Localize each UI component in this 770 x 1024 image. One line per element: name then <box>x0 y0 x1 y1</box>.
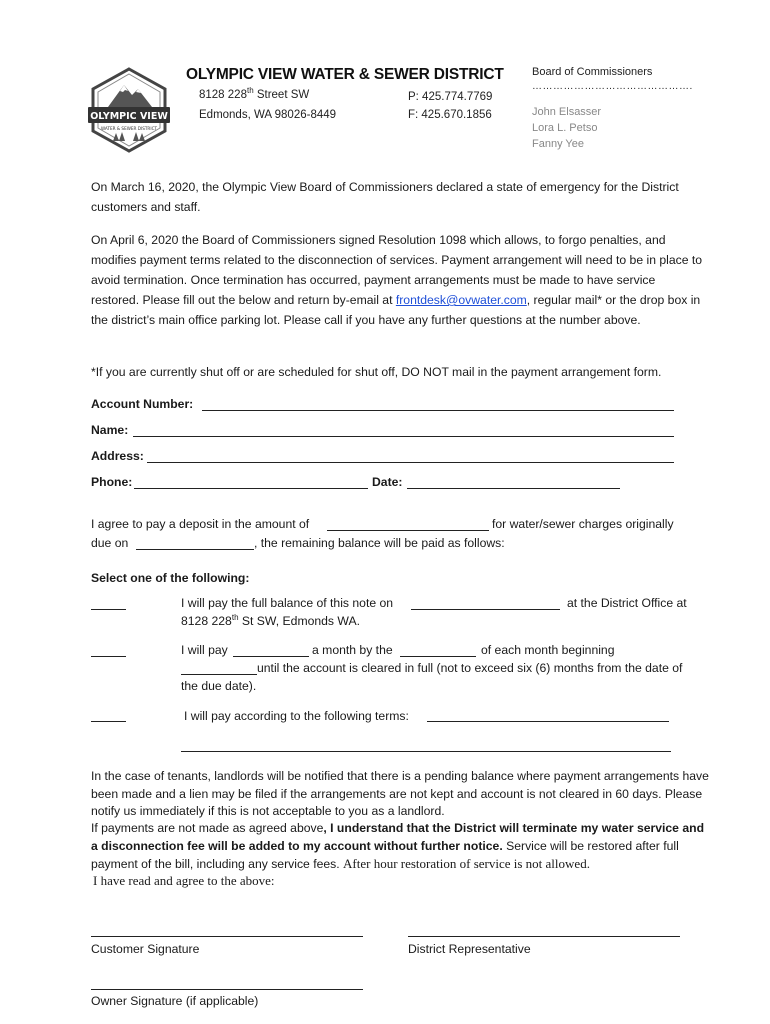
date-label: Date: <box>372 475 403 489</box>
phone-field[interactable] <box>134 488 368 489</box>
deposit-text-3: due on <box>91 536 129 550</box>
option-1-text: I will pay the full balance of this note on <box>181 596 394 610</box>
emergency-paragraph: On March 16, 2020, the Olympic View Board of Commissioners declared a state of emergency for the District customers and staff. <box>91 180 679 214</box>
district-logo <box>86 67 172 153</box>
option-3-text: I will pay according to the following terms: <box>184 709 409 723</box>
option-2-day-field[interactable] <box>400 656 476 657</box>
option-2-start-field[interactable] <box>181 674 257 675</box>
option-1-checkline[interactable] <box>91 609 126 610</box>
option-3-terms-field-2[interactable] <box>181 751 671 752</box>
option-2-text-e: the due date). <box>181 679 257 693</box>
name-label: Name: <box>91 423 129 437</box>
option-2-checkline[interactable] <box>91 656 126 657</box>
deposit-text-2: for water/sewer charges originally <box>492 517 674 531</box>
phone-number: P: 425.774.7769 <box>408 91 493 103</box>
account-number-label: Account Number: <box>91 397 194 411</box>
option-2-text-d: until the account is cleared in full (not to exceed six (6) months from the date of <box>257 661 683 675</box>
svg-text:WATER & SEWER DISTRICT: WATER & SEWER DISTRICT <box>100 126 158 131</box>
name-field[interactable] <box>133 436 674 437</box>
fax-number: F: 425.670.1856 <box>408 109 492 121</box>
account-number-field[interactable] <box>202 410 674 411</box>
tenant-notice: In the case of tenants, landlords will be notified that there is a pending balance where payment arrangements have been made and a lien may be filed if the arrangements are not kept and account is not cleared in 60 days. Please notify us immediately if this is not acceptable to you as a landlord. <box>91 769 709 818</box>
deposit-text-1: I agree to pay a deposit in the amount of <box>91 517 310 531</box>
commissioner-name: Lora L. Petso <box>532 122 598 134</box>
customer-signature-label: Customer Signature <box>91 942 200 956</box>
option-2-text-a: I will pay <box>181 643 228 657</box>
shutoff-notice: *If you are currently shut off or are scheduled for shut off, DO NOT mail in the payment arrangement form. <box>91 365 662 379</box>
option-1-address: 8128 228th St SW, Edmonds WA. <box>181 612 360 628</box>
date-field[interactable] <box>407 488 620 489</box>
option-1-location: at the District Office at <box>567 596 687 610</box>
board-divider: ………………………………………. <box>532 81 693 92</box>
deposit-text-4: , the remaining balance will be paid as follows: <box>254 536 505 550</box>
termination-notice: If payments are not made as agreed above, I understand that the District will terminate my water service and a disconnection fee will be added to my account without further notice. Service will be restored after full payment of the bill, including any service fees. After hour restoration of service is not allowed. <box>91 821 705 871</box>
option-3-checkline[interactable] <box>91 721 126 722</box>
city-address: Edmonds, WA 98026-8449 <box>199 109 337 121</box>
due-date-field[interactable] <box>136 549 254 550</box>
district-representative-label: District Representative <box>408 942 531 956</box>
option-2-amount-field[interactable] <box>233 656 309 657</box>
option-1-date-field[interactable] <box>411 609 560 610</box>
email-link[interactable]: frontdesk@ovwater.com <box>395 293 527 307</box>
address-label: Address: <box>91 449 144 463</box>
option-2-text-b: a month by the <box>312 643 393 657</box>
district-representative-line[interactable] <box>408 936 680 937</box>
select-option-label: Select one of the following: <box>91 571 250 585</box>
svg-text:OLYMPIC VIEW: OLYMPIC VIEW <box>90 111 168 122</box>
deposit-amount-field[interactable] <box>327 530 489 531</box>
commissioner-name: Fanny Yee <box>532 138 584 150</box>
option-2-text-c: of each month beginning <box>481 643 615 657</box>
commissioner-name: John Elsasser <box>532 106 602 118</box>
owner-signature-label: Owner Signature (if applicable) <box>91 994 259 1008</box>
street-address: 8128 228th Street SW <box>199 86 310 101</box>
agreement-statement: I have read and agree to the above: <box>93 873 275 888</box>
address-field[interactable] <box>147 462 674 463</box>
phone-label: Phone: <box>91 475 133 489</box>
option-3-terms-field[interactable] <box>427 721 669 722</box>
owner-signature-line[interactable] <box>91 989 363 990</box>
board-title: Board of Commissioners <box>532 66 653 78</box>
customer-signature-line[interactable] <box>91 936 363 937</box>
organization-name: OLYMPIC VIEW WATER & SEWER DISTRICT <box>186 66 504 83</box>
resolution-paragraph: On April 6, 2020 the Board of Commissioners signed Resolution 1098 which allows, to forgo penalties, and modifies payment terms related to the disconnection of services. Payment arrangement will need to be in place to avoid termination. Once termination has occurred, payment arrangements must be made to have service restored. Please fill out the below and return by-email at frontdesk@ovwater.com, regular mail* or the drop box in the district’s main office parking lot. Please call if you have any further questions at the number above. <box>91 233 703 327</box>
